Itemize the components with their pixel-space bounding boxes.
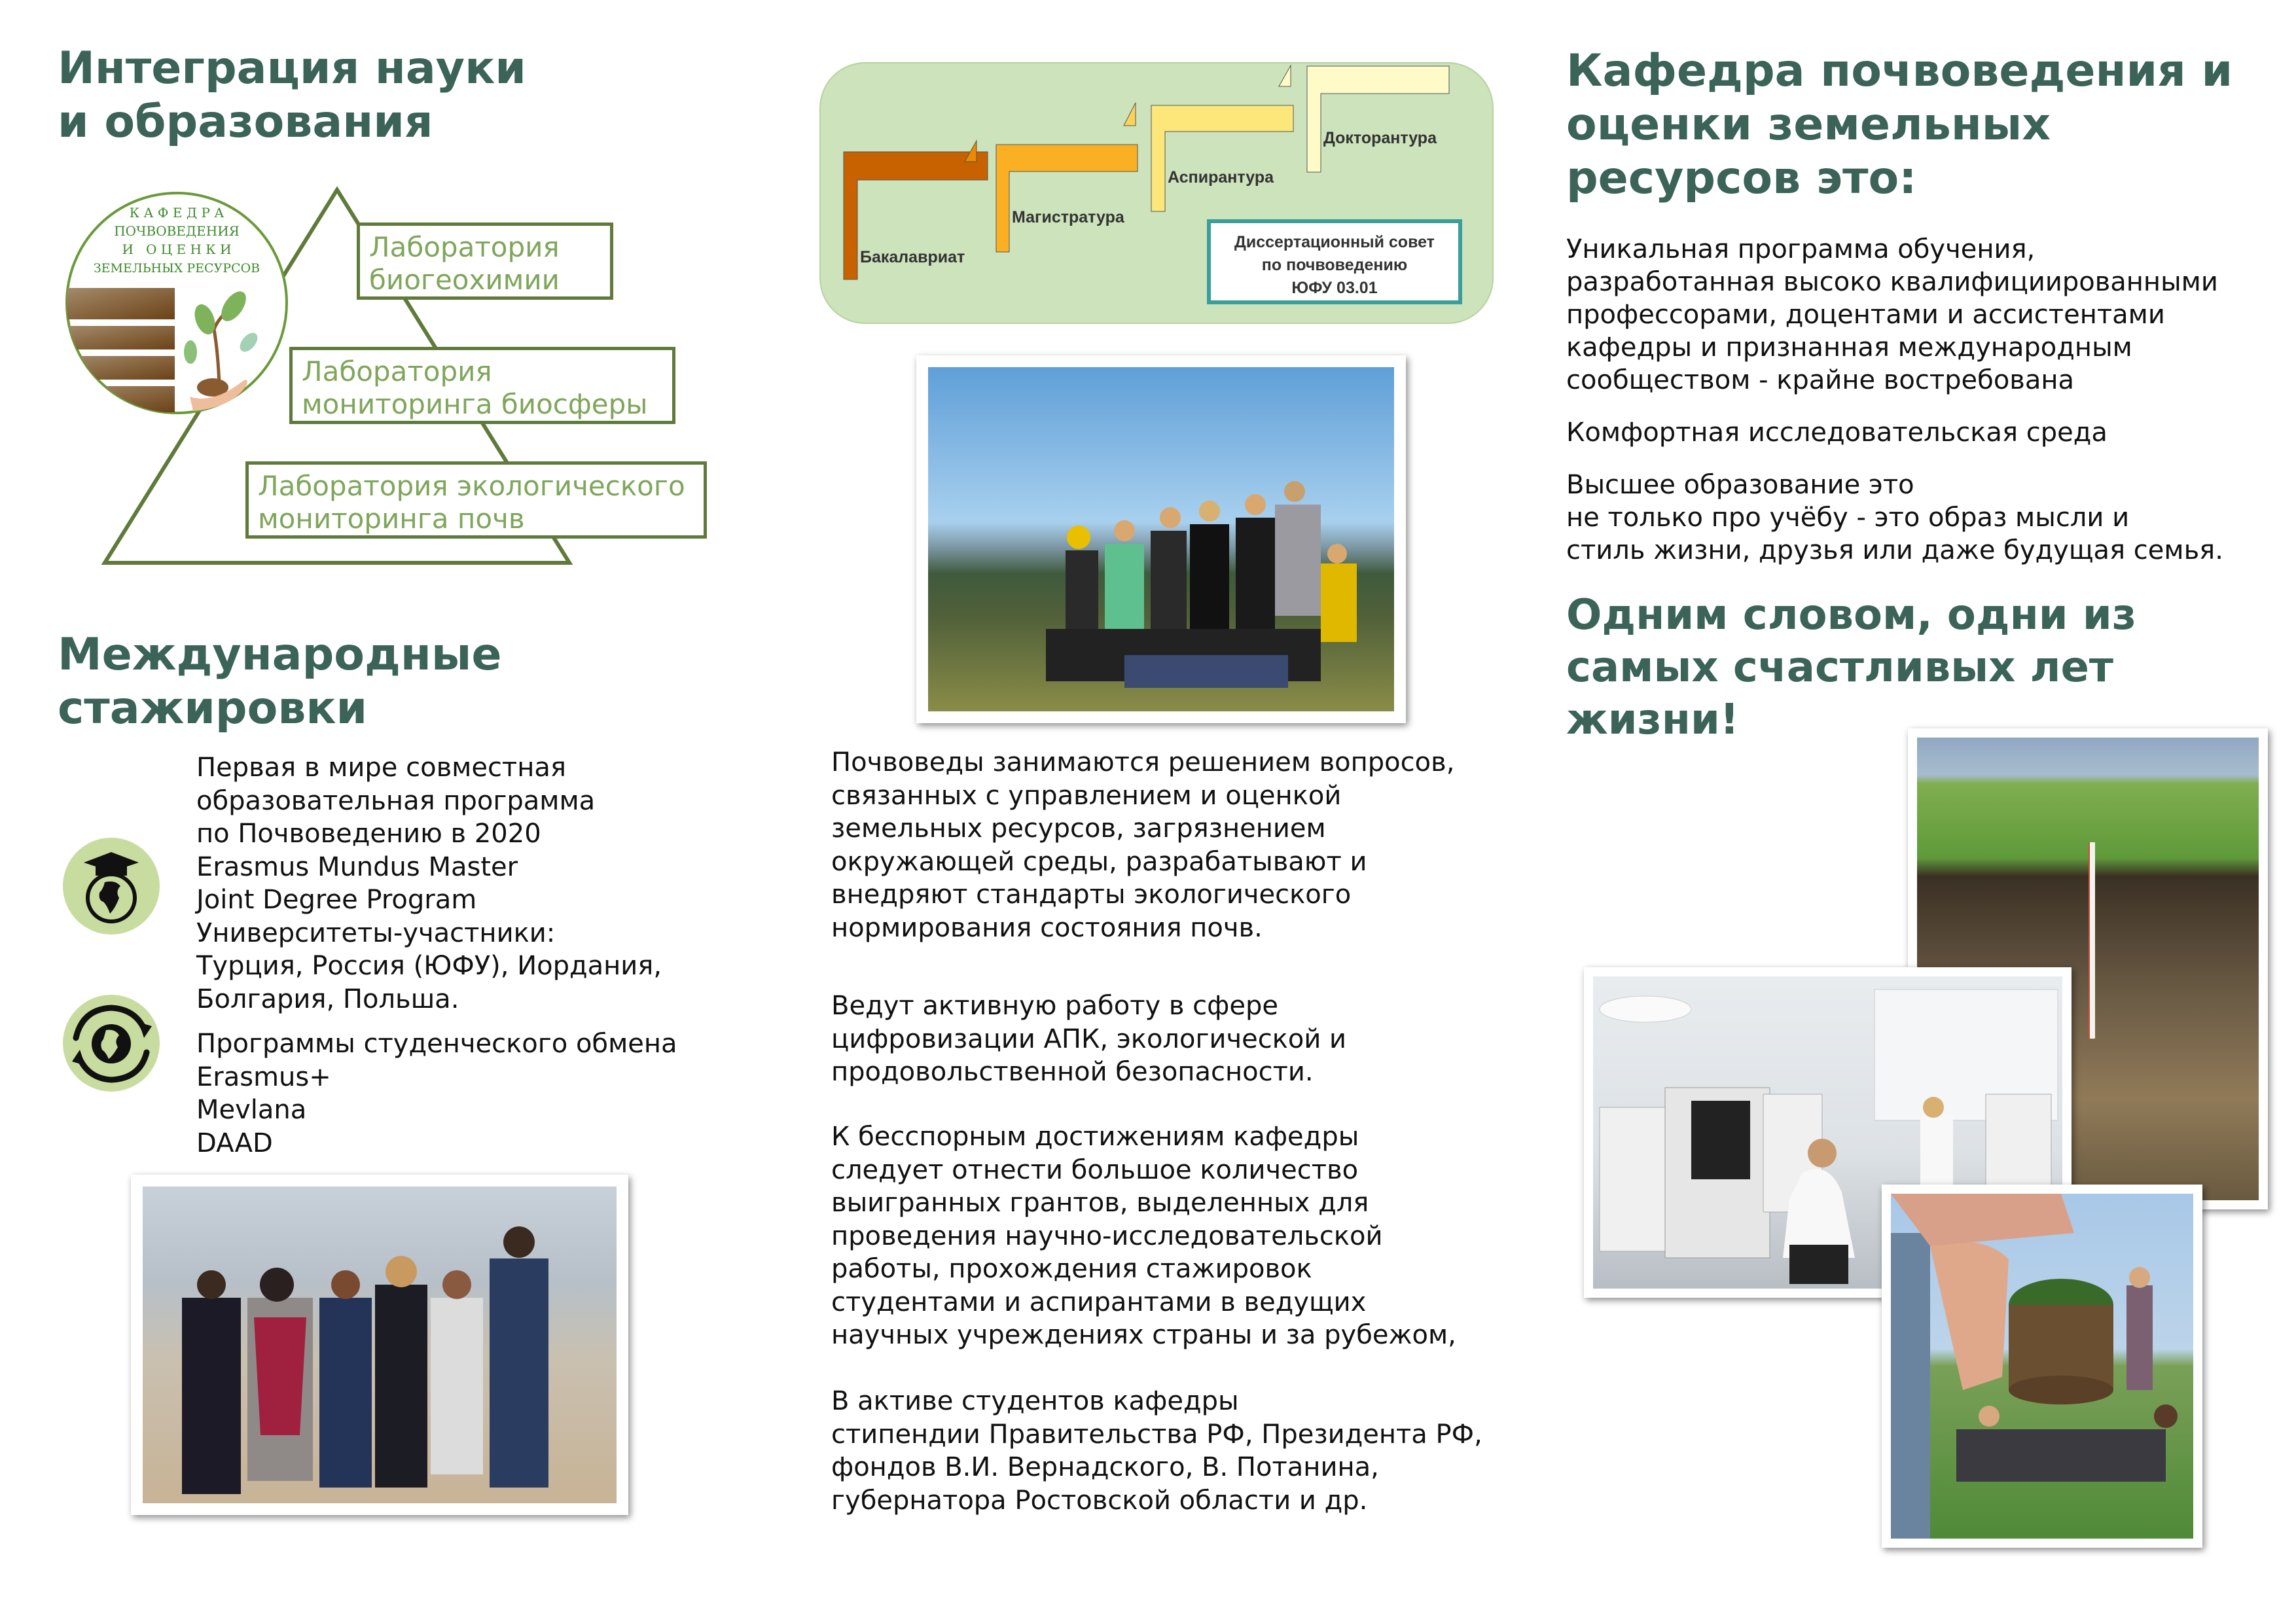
logo-text-line: К А Ф Е Д Р А [129, 205, 224, 221]
digitalization-paragraph: Ведут активную работу в сфере цифровизации АПК, экологической и продовольственной безопасности. [831, 991, 1347, 1087]
step-arrow [965, 141, 977, 162]
lab-box-biosphere-monitoring: Лаборатория мониторинга биосферы [289, 347, 675, 424]
step-arrow [1279, 65, 1291, 86]
step-label-master: Магистратура [1012, 208, 1124, 226]
photo-soil-sample-field [1882, 1185, 2202, 1548]
section-title-integration: Интеграция науки и образования [58, 43, 526, 148]
photo-students-mountains [916, 355, 1406, 723]
graduation-globe-icon [63, 838, 160, 935]
education-levels-diagram [819, 62, 1494, 324]
slogan: Одним словом, одни из самых счастливых лет жизни! [1566, 591, 2136, 744]
lab-box-soil-monitoring: Лаборатория экологического мониторинга почв [245, 461, 707, 539]
step-label-aspirant: Аспирантура [1168, 168, 1274, 187]
scholarships-paragraph: В активе студентов кафедры стипендии Правительства РФ, Президента РФ, фондов В.И. Вернадского, В. Потанина, губернатора Ростовской области и др. [831, 1386, 1482, 1516]
step-label-bachelor: Бакалавриат [860, 248, 965, 266]
logo-text-line: И О Ц Е Н К И [122, 241, 232, 257]
step-aspirant-shape [1151, 105, 1293, 211]
lab-box-biogeochemistry: Лаборатория биогеохимии [357, 223, 613, 300]
higher-education-paragraph: Высшее образование это не только про учёбу - это образ мысли и стиль жизни, друзья или даже будущая семья. [1566, 470, 2223, 565]
exchange-programs-list: Программы студенческого обмена Erasmus+ Mevlana DAAD [196, 1029, 677, 1158]
step-master-shape [996, 145, 1138, 252]
achievements-paragraph: К бесспорным достижениям кафедры следует отнести большое количество выигранных грантов, выделенных для проведения научно-исследовательской работы, прохождения стажировок студентами и аспирантами в ведущих научных учреждениях страны и за рубежом, [831, 1122, 1456, 1350]
section-title-internships: Международные стажировки [58, 629, 502, 734]
unique-program-paragraph: Уникальная программа обучения, разработанная высоко квалифициированными профессорами, доцентами и ассистентами кафедры и признанная международным сообществом - крайне востребована [1566, 234, 2218, 395]
department-logo [62, 188, 291, 418]
step-label-doctor: Докторантура [1323, 129, 1437, 147]
research-environment-paragraph: Комфортная исследовательская среда [1566, 418, 2108, 448]
step-doctor-shape [1307, 66, 1449, 172]
logo-text-line: ПОЧВОВЕДЕНИЯ [114, 223, 240, 239]
soil-scientists-paragraph: Почвоведы занимаются решением вопросов, связанных с управлением и оценкой земельных ресурсов, загрязнением окружающей среды, разрабатывают и внедряют стандарты экологического нормирования состояния почв. [831, 747, 1455, 943]
photo-international-students-beach [131, 1175, 628, 1515]
erasmus-mundus-description: Первая в мире совместная образовательная программа по Почвоведению в 2020 Erasmus Mundus Master Joint Degree Program Университеты-участники: Турция, Россия (ЮФУ), Иордания, Болгария, Польша. [196, 753, 662, 1014]
globe-exchange-icon [63, 995, 160, 1092]
dissertation-council-box: Диссертационный совет по почвоведению ЮФУ 03.01 [1207, 219, 1462, 304]
step-arrow [1124, 103, 1136, 126]
logo-text-line: ЗЕМЕЛЬНЫХ РЕСУРСОВ [93, 261, 260, 276]
section-title-department: Кафедра почвоведения и оценки земельных ресурсов это: [1566, 45, 2233, 204]
